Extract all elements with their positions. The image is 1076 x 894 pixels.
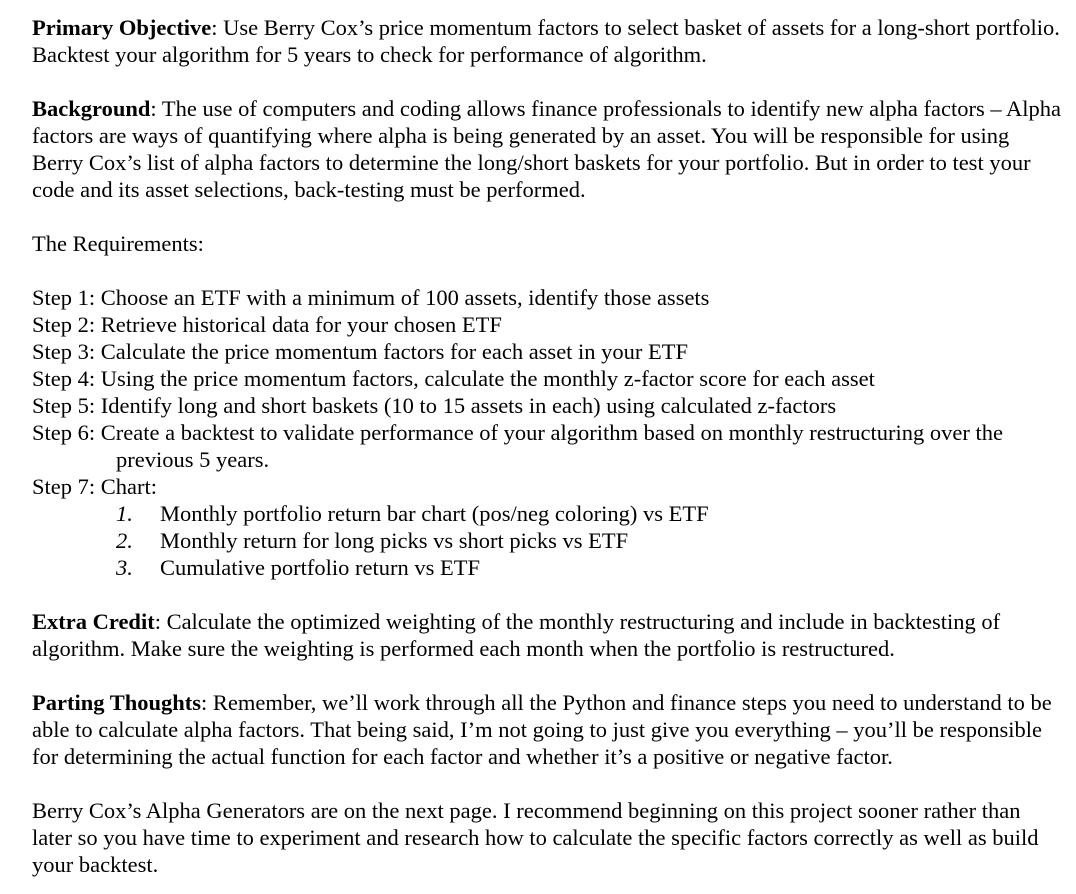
chart-list-text: Monthly portfolio return bar chart (pos/neg coloring) vs ETF	[160, 501, 709, 526]
step-item: Step 7: Chart:	[32, 474, 157, 499]
background-text: : The use of computers and coding allows finance professionals to identify new alpha factors – Alpha factors are ways of quantifying where alpha is being generated by an asset. You will be responsible for using Berry Cox’s list of alpha factors to determine the long/short baskets for your portfolio. But in order to test your code and its asset selections, back-testing must be performed.	[32, 96, 1061, 202]
primary-objective-text: : Use Berry Cox’s price momentum factors to select basket of assets for a long-short portfolio. Backtest your algorithm for 5 years to check for performance of algorithm.	[32, 15, 1060, 67]
extra-credit-label: Extra Credit	[32, 609, 155, 634]
primary-objective-paragraph	[32, 14, 1062, 68]
parting-thoughts-label: Parting Thoughts	[32, 690, 202, 715]
background-paragraph	[32, 95, 1062, 203]
step-item: Step 1: Choose an ETF with a minimum of 100 assets, identify those assets	[32, 285, 710, 310]
document-body	[32, 14, 1062, 878]
parting-thoughts-text: : Remember, we’ll work through all the Python and finance steps you need to understand to be able to calculate alpha factors. That being said, I’m not going to just give you everything – you’ll be responsible for determining the actual function for each factor and whether it’s a positive or negative factor.	[32, 690, 1052, 769]
step-item: Step 3: Calculate the price momentum factors for each asset in your ETF	[32, 339, 689, 364]
requirements-steps	[32, 284, 1062, 581]
step-item: Step 2: Retrieve historical data for your chosen ETF	[32, 312, 502, 337]
step-item: Step 6: Create a backtest to validate performance of your algorithm based on monthly restructuring over the previous 5 years.	[32, 420, 1003, 472]
chart-requirements-list	[32, 500, 1062, 581]
closing-paragraph: Berry Cox’s Alpha Generators are on the next page. I recommend beginning on this project sooner rather than later so you have time to experiment and research how to calculate the specific factors correctly as well as build your backtest.	[32, 798, 1039, 877]
chart-list-item	[32, 554, 1062, 581]
primary-objective-label: Primary Objective	[32, 15, 212, 40]
chart-list-number: 2.	[116, 528, 133, 553]
chart-list-item	[32, 527, 1062, 554]
chart-list-number: 1.	[116, 501, 133, 526]
chart-list-text: Cumulative portfolio return vs ETF	[160, 555, 480, 580]
chart-list-text: Monthly return for long picks vs short picks vs ETF	[160, 528, 629, 553]
extra-credit-text: : Calculate the optimized weighting of the monthly restructuring and include in backtesting of algorithm. Make sure the weighting is performed each month when the portfolio is restructured.	[32, 609, 1001, 661]
background-label: Background	[32, 96, 151, 121]
step-item: Step 4: Using the price momentum factors, calculate the monthly z-factor score for each asset	[32, 366, 875, 391]
parting-thoughts-paragraph	[32, 689, 1062, 770]
chart-list-item	[32, 500, 1062, 527]
requirements-heading: The Requirements:	[32, 231, 204, 256]
step-item: Step 5: Identify long and short baskets (10 to 15 assets in each) using calculated z-factors	[32, 393, 837, 418]
extra-credit-paragraph	[32, 608, 1062, 662]
chart-list-number: 3.	[116, 555, 133, 580]
